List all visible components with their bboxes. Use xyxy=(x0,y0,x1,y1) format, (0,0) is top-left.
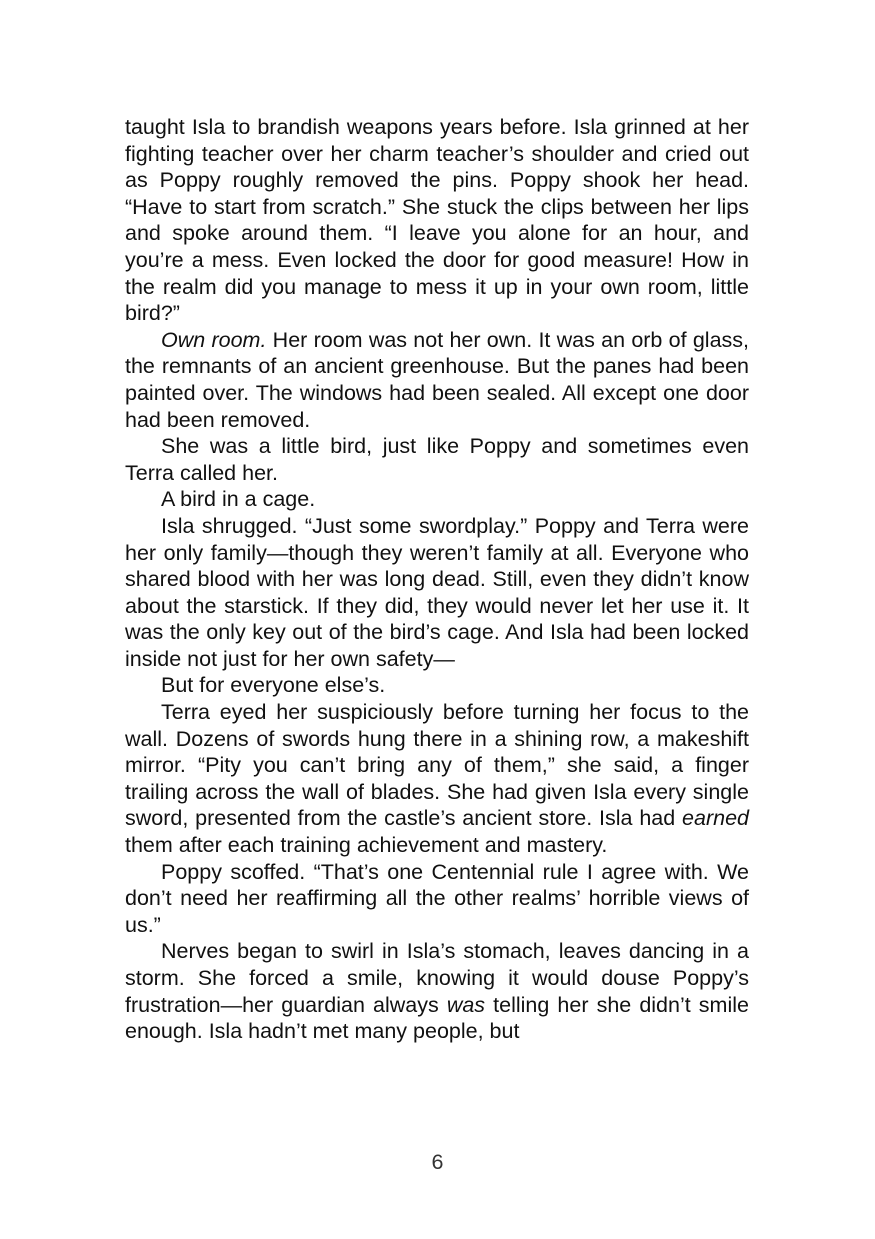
emphasis-was: was xyxy=(446,992,486,1017)
emphasis-own-room: Own room. xyxy=(161,327,267,352)
paragraph-text: Nerves began to swirl in Isla’s stomach, leaves dancing in a storm. She forced a smile, knowing it would douse Poppy’s frustration—her guardian always xyxy=(125,939,749,1017)
paragraph-3 xyxy=(125,433,749,486)
emphasis-earned: earned xyxy=(682,806,749,831)
paragraph-4 xyxy=(125,486,749,513)
paragraph-text: Her room was not her own. It was an orb of glass, the remnants of an ancient greenhouse. But the panes had been painted over. The windows had been sealed. All except one door had been removed. xyxy=(125,327,749,432)
paragraph-7 xyxy=(125,699,749,859)
paragraph-8 xyxy=(125,859,749,939)
page-body xyxy=(125,114,749,1045)
paragraph-text: telling her she didn’t smile enough. Isla hadn’t met many people, but xyxy=(125,992,749,1044)
paragraph-1 xyxy=(125,114,749,327)
paragraph-text: Poppy scoffed. “That’s one Centennial rule I agree with. We don’t need her reaffirming all the other realms’ horrible views of us.” xyxy=(125,859,749,937)
paragraph-5 xyxy=(125,513,749,673)
paragraph-text: them after each training achievement and mastery. xyxy=(125,833,608,858)
paragraph-2 xyxy=(125,327,749,433)
paragraph-text: taught Isla to brandish weapons years before. Isla grinned at her fighting teacher over her charm teacher’s shoulder and cried out as Poppy roughly removed the pins. Poppy shook her head. “Have to start from scratch.” She stuck the clips between her lips and spoke around them. “I leave you alone for an hour, and you’re a mess. Even locked the door for good measure! How in the realm did you manage to mess it up in your own room, little bird?” xyxy=(125,115,749,326)
paragraph-text: Isla shrugged. “Just some swordplay.” Poppy and Terra were her only family—though they weren’t family at all. Everyone who shared blood with her was long dead. Still, even they didn’t know about the starstick. If they did, they would never let her use it. It was the only key out of the bird’s cage. And Isla had been locked inside not just for her own safety— xyxy=(125,513,749,671)
page-number: 6 xyxy=(431,1150,444,1174)
paragraph-text: But for everyone else’s. xyxy=(161,673,386,698)
paragraph-9 xyxy=(125,938,749,1044)
paragraph-text: She was a little bird, just like Poppy and sometimes even Terra called her. xyxy=(125,434,749,485)
paragraph-6 xyxy=(125,672,749,699)
paragraph-text: Terra eyed her suspiciously before turning her focus to the wall. Dozens of swords hung there in a shining row, a makeshift mirror. “Pity you can’t bring any of them,” she said, a finger trailing across the wall of blades. She had given Isla every single sword, presented from the castle’s ancient store. Isla had xyxy=(125,700,749,831)
paragraph-text: A bird in a cage. xyxy=(161,487,316,512)
